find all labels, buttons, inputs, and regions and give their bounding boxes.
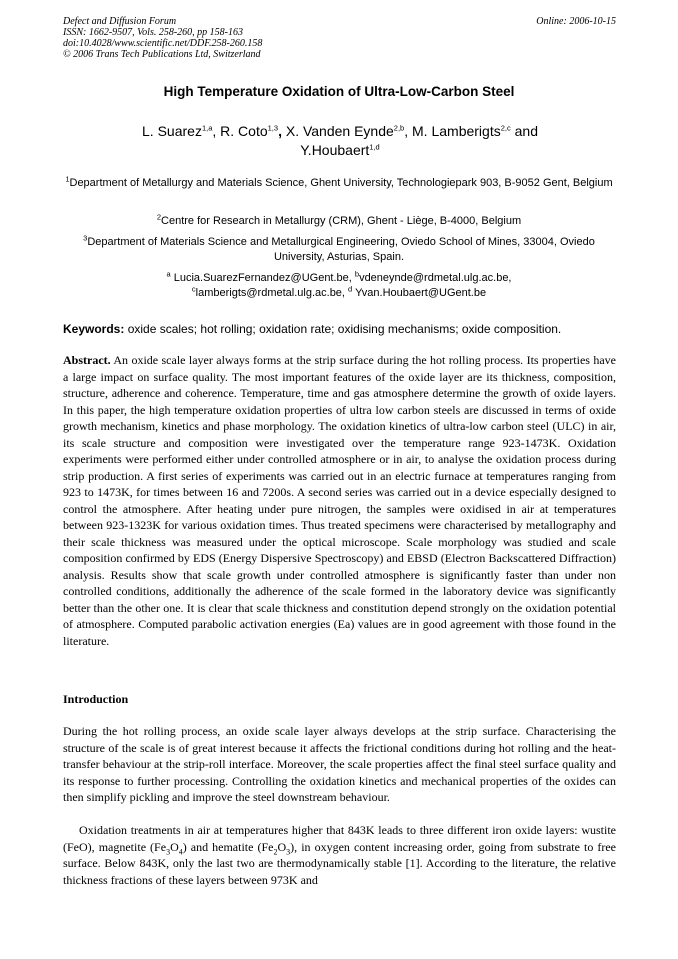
author-emails: $^a$ Lucia.SuarezFernandez@UGent.be, $^b$vdeneynde@rdmetal.ulg.ac.be, $^c$lamberigts@rdmetal.ulg.ac.be, $^d$ Yvan.Houbaert@UGent.be [166,269,512,299]
affiliation-3: $^3$Department of Materials Science and Metallurgical Engineering, Oviedo School of Mines, 33004, Oviedo University, Asturias, Spain. [83,233,595,263]
email-link[interactable]: Lucia.SuarezFernandez@UGent.be, [173,272,355,284]
author: R. Coto$^{1,3}$, [220,123,286,139]
affiliation-2: $^2$Centre for Research in Metallurgy (CRM), Ghent - Liège, B-4000, Belgium [156,212,522,227]
journal-doi: doi:10.4028/www.scientific.net/DDF.258-260.158 [63,38,263,49]
abstract-text: An oxide scale layer always forms at the strip surface during the hot rolling process. Its properties have a large impact on surface quality. The most important features of the oxide layer are its thickness, composition, structure, adherence and coherence. Temperature, time and gas atmosphere determine the growth of oxide layers. In this paper, the high temperature oxidation properties of ultra low carbon steels are discussed in terms of oxide growth mechanism, kinetics and phase morphology. The oxidation kinetics of ultra-low carbon steel (ULC) in air, its scale structure and composition were investigated over the temperature range 923-1473K. Oxidation experiments were performed either under controlled atmosphere or in air, to analyse the oxidation process during strip production. A first series of experiments was carried out in an electric furnace at temperatures ranging from 923 to 1473K, for times between 16 and 7200s. A second series was carried out in a device especially designed to control the atmosphere. After heating under pure nitrogen, the samples were oxidised in air at temperatures between 923-1323K for various oxidation times. Thus treated specimens were characterised by metallography and their scale thickness was measured under the optical microscope. Scale morphology was studied and scale composition confirmed by EDS (Energy Dispersive Spectroscopy) and EBSD (Electron Backscattered Diffraction) analysis. Results show that scale growth under controlled atmosphere is significantly faster than under non controlled conditions, additionally the adherence of the scale formed in the laboratory device was significantly better than the other one. It is clear that scale thickness and constitution depend strongly on the oxidation potential of atmosphere. Computed parabolic activation energies (Ea) values are in good agreement with those found in the literature. [63,353,616,648]
intro-paragraph-2: Oxidation treatments in air at temperatures higher that 843K leads to three different iron oxide layers: wustite (FeO), magnetite $(Fe_3O_4)$ and hematite $(Fe_2O_3)$, in oxygen content increasing order, going from substrate to free surface. Below 843K, only the last two are thermodynamically stable [1]. According to the literature, the relative thickness fractions of these layers between 973K and [63,823,617,887]
journal-copyright: © 2006 Trans Tech Publications Ltd, Switzerland [63,49,261,60]
journal-header [63,16,262,60]
intro-paragraph-1: During the hot rolling process, an oxide scale layer always develops at the strip surface. Characterising the structure of the scale is of great interest because it affects the frictional conditions during hot rolling and the heat-transfer behaviour at the strip-roll interface. Moreover, the scale properties affect the final steel surface quality and its response to further processing. Controlling the oxidation kinetics and mechanical properties of the oxides can then simplify pickling and improve the steel downstream behaviour. [63,724,616,804]
author: X. Vanden Eynde$^{2,b}$, [285,123,413,139]
author: M. Lamberigts$^{2,c}$ and [412,123,538,139]
email-link[interactable]: vdeneynde@rdmetal.ulg.ac.be, [359,272,512,284]
section-heading-introduction: Introduction [63,692,129,706]
email-link[interactable]: lamberigts@rdmetal.ulg.ac.be, [195,287,349,299]
journal-issn: ISSN: 1662-9507, Vols. 258-260, pp 158-163 [63,27,243,38]
keywords [63,322,616,337]
email-link[interactable]: Yvan.Houbaert@UGent.be [355,287,487,299]
online-date: Online: 2006-10-15 [536,16,616,27]
author-list [90,122,590,160]
journal-name: Defect and Diffusion Forum [63,16,177,27]
paper-title: High Temperature Oxidation of Ultra-Low-Carbon Steel [163,84,515,99]
abstract-label: Abstract. [63,353,111,367]
affiliation-1: $^1$Department of Metallurgy and Materials Science, Ghent University, Technologiepark 903, B-9052 Gent, Belgium [65,174,613,189]
author: Y.Houbaert$^{1,d}$ [300,142,380,158]
keywords-text: oxide scales; hot rolling; oxidation rate; oxidising mechanisms; oxide composition. [124,322,562,336]
author: L. Suarez$^{1,a}$, [142,123,221,139]
abstract [63,352,616,649]
keywords-label: Keywords: [63,322,125,336]
